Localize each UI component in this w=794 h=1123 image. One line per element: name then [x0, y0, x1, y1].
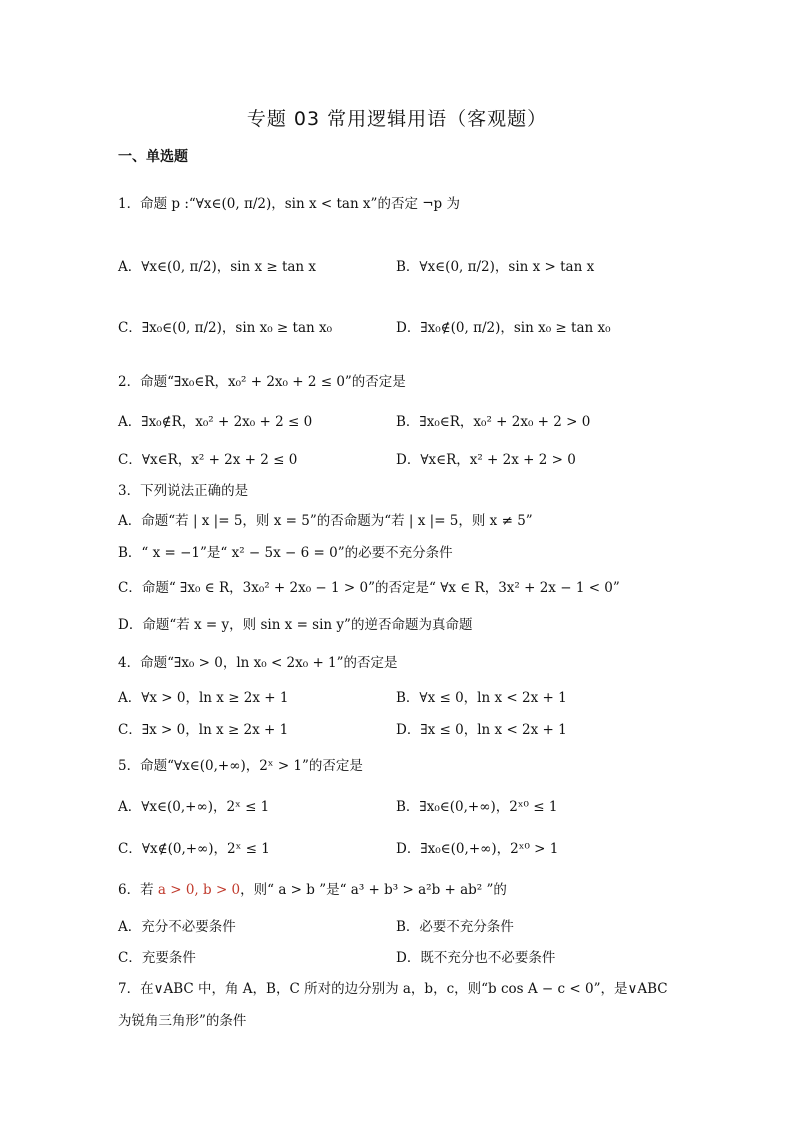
question-3-option-b: B．“ x = −1”是“ x² − 5x − 6 = 0”的必要不充分条件 [118, 545, 453, 561]
question-5-option-b: B．∃x₀∈(0,+∞)，2ˣ⁰ ≤ 1 [396, 799, 558, 815]
question-5-option-c: C．∀x∉(0,+∞)，2ˣ ≤ 1 [118, 841, 270, 857]
question-6-stem-prefix: 6．若 [118, 882, 158, 898]
question-6-option-c: C．充要条件 [118, 950, 196, 966]
question-1-option-d: D．∃x₀∉(0, π/2)，sin x₀ ≥ tan x₀ [396, 320, 611, 336]
question-2-stem: 2．命题“∃x₀∈R，x₀² + 2x₀ + 2 ≤ 0”的否定是 [118, 374, 406, 390]
question-4-option-a: A．∀x > 0，ln x ≥ 2x + 1 [118, 690, 289, 706]
question-4-stem: 4．命题“∃x₀ > 0，ln x₀ < 2x₀ + 1”的否定是 [118, 655, 398, 671]
question-3-option-c: C．命题“ ∃x₀ ∈ R，3x₀² + 2x₀ − 1 > 0”的否定是“ ∀x ∈ R，3x² + 2x − 1 < 0” [118, 580, 620, 596]
question-2-option-a: A．∃x₀∉R，x₀² + 2x₀ + 2 ≤ 0 [118, 414, 313, 430]
question-4-option-b: B．∀x ≤ 0，ln x < 2x + 1 [396, 690, 567, 706]
question-6-option-a: A．充分不必要条件 [118, 919, 236, 935]
question-2-option-d: D．∀x∈R，x² + 2x + 2 > 0 [396, 452, 576, 468]
question-5-stem: 5．命题“∀x∈(0,+∞)，2ˣ > 1”的否定是 [118, 758, 363, 774]
question-1-stem: 1．命题 p :“∀x∈(0, π/2)，sin x < tan x”的否定 ¬p 为 [118, 196, 460, 212]
question-2-option-c: C．∀x∈R，x² + 2x + 2 ≤ 0 [118, 452, 298, 468]
question-6-option-b: B．必要不充分条件 [396, 919, 514, 935]
question-5-option-a: A．∀x∈(0,+∞)，2ˣ ≤ 1 [118, 799, 270, 815]
question-3-stem: 3．下列说法正确的是 [118, 483, 249, 499]
question-5-option-d: D．∃x₀∈(0,+∞)，2ˣ⁰ > 1 [396, 841, 559, 857]
question-2-option-b: B．∃x₀∈R，x₀² + 2x₀ + 2 > 0 [396, 414, 591, 430]
page-title: 专题 03 常用逻辑用语（客观题） [246, 108, 548, 130]
question-6-option-d: D．既不充分也不必要条件 [396, 950, 556, 966]
question-1-option-c: C．∃x₀∈(0, π/2)，sin x₀ ≥ tan x₀ [118, 320, 333, 336]
section-heading: 一、单选题 [118, 149, 188, 165]
question-1-option-a: A．∀x∈(0, π/2)，sin x ≥ tan x [118, 259, 317, 275]
question-7-stem-line-2: 为锐角三角形”的条件 [118, 1013, 247, 1029]
question-6-stem-suffix: ，则“ a > b ”是“ a³ + b³ > a²b + ab² ”的 [240, 882, 507, 898]
question-4-option-c: C．∃x > 0，ln x ≥ 2x + 1 [118, 722, 289, 738]
question-6-stem [118, 878, 507, 898]
question-3-option-a: A．命题“若 | x |= 5，则 x = 5”的否命题为“若 | x |= 5，则 x ≠ 5” [118, 513, 533, 529]
question-3-option-d: D．命题“若 x = y，则 sin x = sin y”的逆否命题为真命题 [118, 617, 473, 633]
question-6-condition: a > 0, b > 0 [157, 882, 241, 898]
question-4-option-d: D．∃x ≤ 0，ln x < 2x + 1 [396, 722, 567, 738]
question-1-option-b: B．∀x∈(0, π/2)，sin x > tan x [396, 259, 595, 275]
question-7-stem-line-1: 7．在∨ABC 中，角 A，B，C 所对的边分别为 a，b，c，则“b cos A − c < 0”，是∨ABC [118, 981, 668, 997]
